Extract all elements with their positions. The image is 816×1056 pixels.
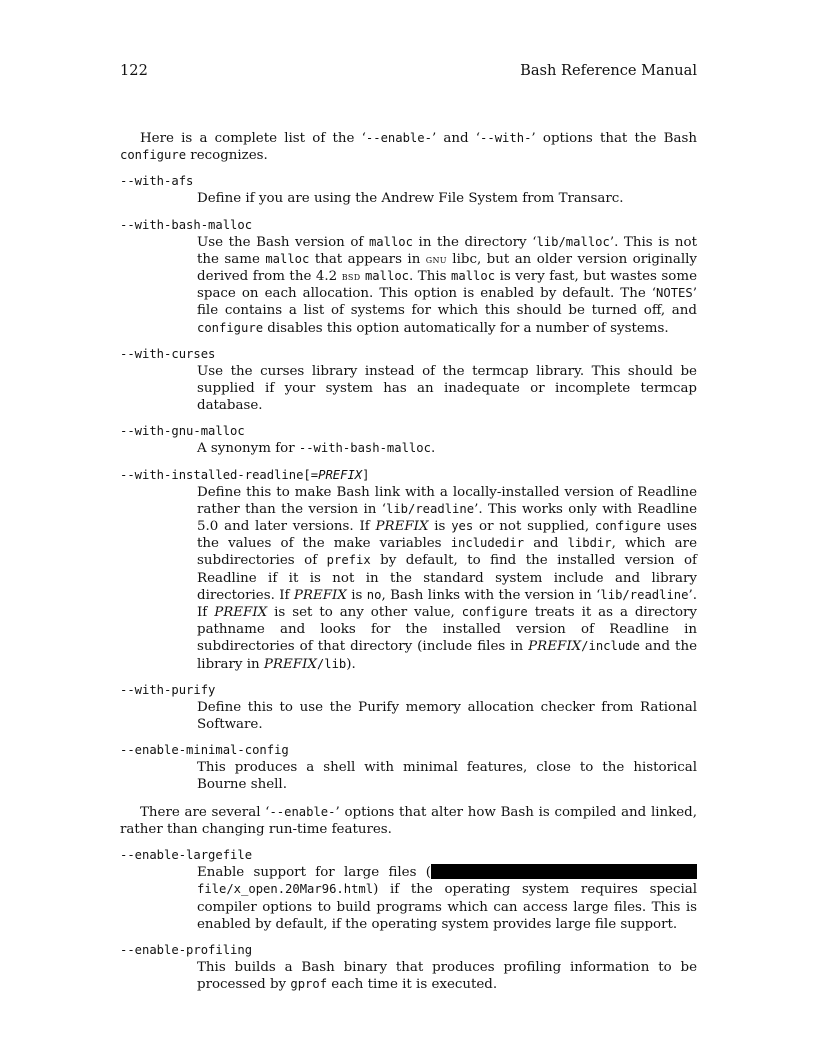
- option-with-installed-readline: [120, 467, 697, 673]
- option-description: Use the curses library instead of the termcap library. This should be supplied if your system has an inadequate or incomplete termcap database.: [197, 363, 697, 414]
- option-description: This builds a Bash binary that produces profiling information to be processed by gprof each time it is executed.: [197, 959, 697, 993]
- option-enable-profiling: [120, 942, 697, 993]
- option-description: Enable support for large files ( file/x_open.20Mar96.html) if the operating system requires special compiler options to build programs which can access large files. This is enabled by default, if the operating system provides large file support.: [197, 865, 697, 932]
- redaction-bar: [431, 864, 697, 879]
- option-description: A synonym for --with-bash-malloc.: [197, 441, 436, 457]
- option-description: Define if you are using the Andrew File System from Transarc.: [197, 191, 624, 207]
- option-with-curses: [120, 346, 697, 415]
- page-header: [120, 62, 697, 82]
- option-term: --with-purify: [120, 682, 216, 697]
- option-description: This produces a shell with minimal features, close to the historical Bourne shell.: [197, 760, 697, 793]
- option-with-purify: [120, 682, 697, 733]
- option-term: --enable-minimal-config: [120, 743, 289, 758]
- option-with-afs: [120, 173, 697, 207]
- option-description: Use the Bash version of malloc in the directory ‘lib/malloc’. This is not the same malloc that appears in gnu libc, but an older version originally derived from the 4.2 bsd malloc. This malloc is very fast, but wastes some space on each allocation. This option is enabled by default. The ‘NOTES’ file contains a list of systems for which this should be turned off, and configure disables this option automatically for a number of systems.: [197, 234, 697, 336]
- option-with-bash-malloc: [120, 217, 697, 337]
- option-description: Define this to make Bash link with a locally-installed version of Readline rather than the version in ‘lib/readline’. This works only with Readline 5.0 and later versions. If PREFIX is yes or not supplied, configure uses the values of the make variables includedir and libdir, which are subdirectories of prefix by default, to find the installed version of Readline if it is not in the standard system include and library directories. If PREFIX is no, Bash links with the version in ‘lib/readline’. If PREFIX is set to any other value, configure treats it as a directory pathname and looks for the installed version of Readline in subdirectories of that directory (include files in PREFIX/include and the library in PREFIX/lib).: [197, 484, 698, 672]
- option-term: --with-gnu-malloc: [120, 424, 245, 439]
- page-body: [120, 130, 697, 993]
- option-term: --with-afs: [120, 174, 194, 189]
- page-number: 122: [120, 62, 148, 79]
- option-description: Define this to use the Purify memory allocation checker from Rational Software.: [197, 699, 697, 733]
- option-enable-minimal-config: [120, 742, 697, 793]
- enable-intro-paragraph: There are several ‘--enable-’ options that alter how Bash is compiled and linked, rather than changing run-time features.: [120, 804, 698, 837]
- option-enable-largefile: [120, 847, 697, 933]
- intro-paragraph: Here is a complete list of the ‘--enable-’ and ‘--with-’ options that the Bash configure recognizes.: [120, 131, 697, 164]
- option-term: --enable-largefile: [120, 848, 253, 863]
- option-term: --with-bash-malloc: [120, 217, 253, 232]
- option-term: --enable-profiling: [120, 942, 253, 957]
- enable-options-list: [120, 847, 697, 993]
- with-options-list: [120, 173, 697, 793]
- option-term: --with-installed-readline[=PREFIX]: [120, 467, 370, 482]
- option-term: --with-curses: [120, 346, 216, 361]
- option-with-gnu-malloc: [120, 423, 697, 457]
- running-title: Bash Reference Manual: [520, 62, 697, 79]
